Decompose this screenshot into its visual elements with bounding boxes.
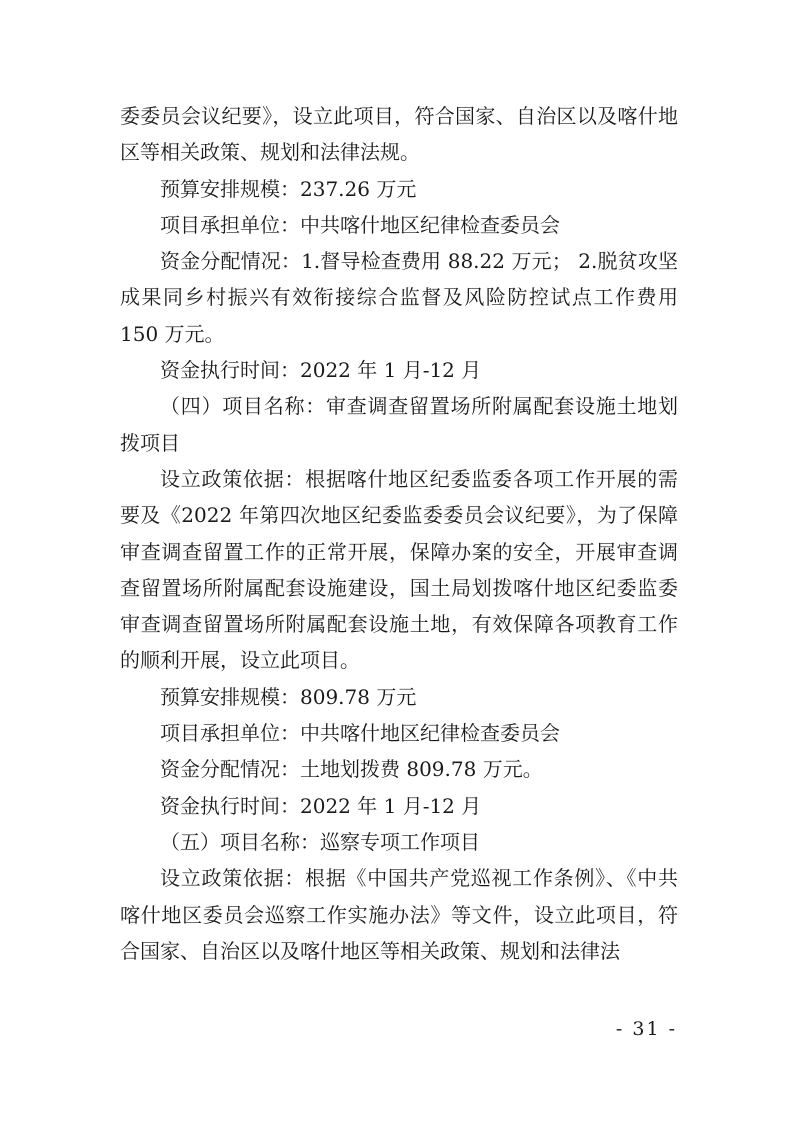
paragraph-execution-time: 资金执行时间：2022 年 1 月-12 月 <box>160 358 482 383</box>
body-text <box>120 98 678 969</box>
section-heading-5: （五）项目名称：巡察专项工作项目 <box>160 829 480 854</box>
paragraph-fund-allocation: 资金分配情况：土地划拨费 809.78 万元。 <box>160 757 543 782</box>
paragraph-policy-basis: 设立政策依据：根据《中国共产党巡视工作条例》、《中共喀什地区委员会巡察工作实施办法》等文件，设立此项目，符合国家、自治区以及喀什地区等相关政策、规划和法律法 <box>120 866 678 963</box>
paragraph-continuation: 委委员会议纪要》，设立此项目，符合国家、自治区以及喀什地区等相关政策、规划和法律法规。 <box>120 104 678 165</box>
paragraph-responsible-unit: 项目承担单位：中共喀什地区纪律检查委员会 <box>160 212 560 237</box>
paragraph-policy-basis: 设立政策依据：根据喀什地区纪委监委各项工作开展的需要及《2022 年第四次地区纪委监委委员会议纪要》，为了保障审查调查留置工作的正常开展，保障办案的安全，开展审查调查留置场所附属配套设施建设，国土局划拨喀什地区纪委监委审查调查留置场所附属配套设施土地，有效保障各项教育工作的顺利开展，设立此项目。 <box>120 466 678 673</box>
paragraph-execution-time: 资金执行时间：2022 年 1 月-12 月 <box>160 793 482 818</box>
paragraph-responsible-unit: 项目承担单位：中共喀什地区纪律检查委员会 <box>160 721 560 746</box>
section-heading-4: （四）项目名称：审查调查留置场所附属配套设施土地划拨项目 <box>120 394 678 455</box>
paragraph-budget-scale: 预算安排规模：237.26 万元 <box>160 176 417 201</box>
page-number: - 31 - <box>615 1018 677 1040</box>
paragraph-budget-scale: 预算安排规模：809.78 万元 <box>160 684 417 709</box>
paragraph-fund-allocation: 资金分配情况：1.督导检查费用 88.22 万元； 2.脱贫攻坚成果同乡村振兴有效衔接综合监督及风险防控试点工作费用 150 万元。 <box>120 249 678 346</box>
